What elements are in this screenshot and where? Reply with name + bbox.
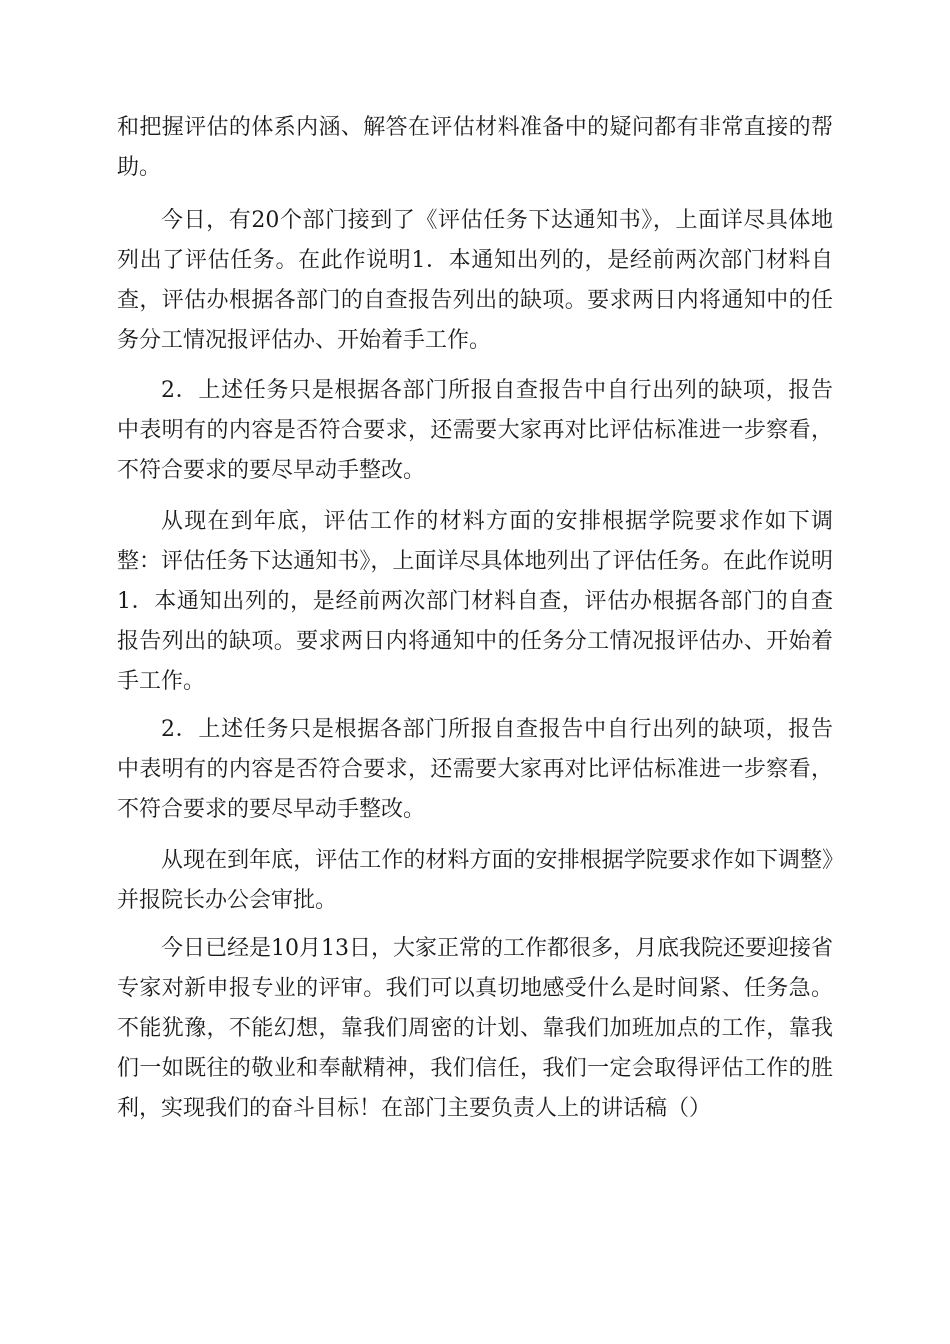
paragraph-text: 和把握评估的体系内涵、解答在评估材料准备中的疑问都有非常直接的帮助。 [117, 115, 833, 180]
paragraph-3 [117, 371, 833, 491]
paragraph-text: 2．上述任务只是根据各部门所报自查报告中自行出列的缺项，报告中表明有的内容是否符合要求，还需要大家再对比评估标准进一步察看，不符合要求的要尽早动手整改。 [117, 378, 833, 483]
paragraph-text: 今日已经是10月13日，大家正常的工作都很多，月底我院还要迎接省专家对新申报专业的评审。我们可以真切地感受什么是时间紧、任务急。不能犹豫，不能幻想，靠我们周密的计划、靠我们加班加点的工作，靠我们一如既往的敬业和奉献精神，我们信任，我们一定会取得评估工作的胜利，实现我们的奋斗目标！在部门主要负责人上的讲话稿（） [117, 936, 833, 1121]
paragraph-text: 今日，有20个部门接到了《评估任务下达通知书》，上面详尽具体地列出了评估任务。在此作说明1．本通知出列的，是经前两次部门材料自查，评估办根据各部门的自查报告列出的缺项。要求两日内将通知中的任务分工情况报评估办、开始着手工作。 [117, 208, 833, 353]
paragraph-4 [117, 502, 833, 702]
paragraph-1 [117, 108, 833, 188]
paragraph-6 [117, 841, 833, 921]
paragraph-text: 从现在到年底，评估工作的材料方面的安排根据学院要求作如下调整》并报院长办公会审批。 [117, 848, 833, 913]
paragraph-7 [117, 929, 833, 1129]
paragraph-text: 从现在到年底，评估工作的材料方面的安排根据学院要求作如下调整：评估任务下达通知书》，上面详尽具体地列出了评估任务。在此作说明1．本通知出列的，是经前两次部门材料自查，评估办根据各部门的自查报告列出的缺项。要求两日内将通知中的任务分工情况报评估办、开始着手工作。 [117, 509, 833, 694]
paragraph-5 [117, 710, 833, 830]
paragraph-text: 2．上述任务只是根据各部门所报自查报告中自行出列的缺项，报告中表明有的内容是否符合要求，还需要大家再对比评估标准进一步察看，不符合要求的要尽早动手整改。 [117, 717, 833, 822]
paragraph-2 [117, 201, 833, 361]
